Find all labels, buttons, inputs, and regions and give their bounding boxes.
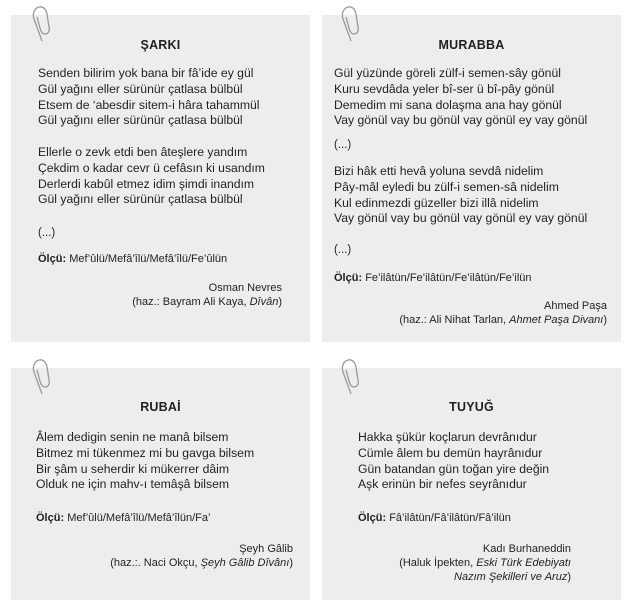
poem-title: RUBAİ xyxy=(140,400,181,414)
verse-line: Gül yüzünde göreli zülf-i semen-sây gönül xyxy=(334,66,561,80)
meter-value: Fâ’ilâtün/Fâ’ilâtün/Fâ’ilün xyxy=(389,512,511,524)
verse-line: Gül yağını eller sürünür çatlasa bülbül xyxy=(38,81,243,96)
source-citation xyxy=(132,295,282,309)
paperclip-icon xyxy=(29,358,51,396)
author-name: Ahmed Paşa xyxy=(544,300,607,312)
stanza-1 xyxy=(36,430,254,493)
source-prefix: (haz.: Bayram Ali Kaya, xyxy=(132,296,250,308)
poem-card-sarki xyxy=(11,15,310,342)
verse-line: Demedim mi sana dolaşma ana hay gönül xyxy=(334,97,562,112)
source-prefix: (haz.: Ali Nihat Tarlan, xyxy=(399,314,510,326)
source-citation xyxy=(399,556,571,570)
verse-line: Vay gönül vay bu gönül vay gönül ey vay gönül xyxy=(334,113,588,128)
meter-label: Ölçü: xyxy=(36,512,65,524)
stanza-2 xyxy=(38,145,265,208)
source-suffix: ) xyxy=(567,571,571,583)
verse-line: Bizi hâk etti hevâ yoluna sevdâ nidelim xyxy=(334,164,544,178)
author-name: Şeyh Gâlib xyxy=(239,543,293,555)
poem-title: ŞARKI xyxy=(140,38,181,52)
source-suffix: ) xyxy=(278,296,282,308)
stanza-1 xyxy=(334,66,587,129)
verse-line: Gül yağını eller sürünür çatlasa bülbül xyxy=(38,113,243,128)
meter-value: Mef’ûlü/Mefâ’îlü/Mefâ’îlü/Fe’ûlün xyxy=(69,253,228,265)
ellipsis: (...) xyxy=(334,139,352,151)
source-title-cont: Nazım Şekilleri ve Aruz xyxy=(454,571,568,583)
stanza-1 xyxy=(358,430,549,493)
source-title: Eski Türk Edebiyatı xyxy=(476,557,571,569)
attribution xyxy=(132,281,282,309)
verse-line: Senden bilirim yok bana bir fâ’ide ey gül xyxy=(38,66,254,80)
attribution xyxy=(399,542,571,584)
verse-line: Olduk ne için mahv-ı temâşâ bilsem xyxy=(36,477,230,492)
source-title: Şeyh Gâlib Dîvânı xyxy=(200,557,290,569)
ellipsis: (...) xyxy=(334,244,352,256)
source-suffix: ) xyxy=(289,557,293,569)
verse-line: Âlem dedigin senin ne manâ bilsem xyxy=(36,430,229,444)
stanza-2 xyxy=(334,164,587,227)
verse-line: Ellerle o zevk etdi ben âteşlere yandım xyxy=(38,145,248,159)
source-citation xyxy=(110,556,293,570)
verse-line: Aşk erinün bir nefes seyrânıdur xyxy=(358,477,527,492)
poem-card-tuyug xyxy=(322,368,621,600)
verse-line: Kul edinmezdi güzeller bizi illâ nidelim xyxy=(334,195,539,210)
source-prefix: (Haluk İpekten, xyxy=(399,557,477,569)
poem-card-rubai xyxy=(11,368,310,600)
meter-line xyxy=(38,253,227,265)
meter-line xyxy=(36,512,210,524)
verse-line: Çekdim o kadar cevr ü cefâsın ki usandım xyxy=(38,160,265,175)
poem-card-murabba xyxy=(322,15,621,342)
verse-line: Derlerdi kabûl etmez idim şimdi inandım xyxy=(38,176,255,191)
meter-label: Ölçü: xyxy=(334,272,363,284)
verse-line: Etsem de ‘abesdir sitem-i hâra tahammül xyxy=(38,97,260,112)
meter-value: Mef’ûlü/Mefâ’îlü/Mefâ’îlün/Fa’ xyxy=(67,512,211,524)
author-name: Kadı Burhaneddin xyxy=(482,543,571,555)
poem-title: MURABBA xyxy=(438,38,505,52)
meter-line xyxy=(358,512,511,524)
author-name: Osman Nevres xyxy=(208,282,282,294)
verse-line: Vay gönül vay bu gönül vay gönül ey vay gönül xyxy=(334,211,588,226)
stanza-1 xyxy=(38,66,260,129)
source-prefix: (haz.:. Naci Okçu, xyxy=(110,557,201,569)
source-citation xyxy=(399,313,607,327)
paperclip-icon xyxy=(338,358,360,396)
attribution xyxy=(399,299,607,327)
verse-line: Gül yağını eller sürünür çatlasa bülbül xyxy=(38,192,243,207)
meter-label: Ölçü: xyxy=(38,253,67,265)
attribution xyxy=(110,542,293,570)
verse-line: Cümle âlem bu demün hayrânıdur xyxy=(358,445,543,460)
meter-line xyxy=(334,272,532,284)
verse-line: Pây-mâl eyledi bu zülf-i semen-sâ nidelim xyxy=(334,179,559,194)
verse-line: Hakka şükür koçlarun devrânıdur xyxy=(358,430,537,444)
verse-line: Gün batandan gün toğan yire değin xyxy=(358,461,550,476)
source-citation-cont xyxy=(399,570,571,584)
meter-label: Ölçü: xyxy=(358,512,387,524)
poem-title: TUYUĞ xyxy=(449,400,494,414)
verse-line: Kuru sevdâda yeler bî-ser ü bî-pây gönül xyxy=(334,81,555,96)
verse-line: Bir şâm u seherdir ki mükerrer dâim xyxy=(36,461,230,476)
verse-line: Bitmez mi tükenmez mi bu gavga bilsem xyxy=(36,445,255,460)
source-suffix: ) xyxy=(603,314,607,326)
meter-value: Fe’ilâtün/Fe’ilâtün/Fe’ilâtün/Fe’ilün xyxy=(365,272,532,284)
ellipsis: (...) xyxy=(38,227,56,239)
source-title: Ahmet Paşa Divanı xyxy=(509,314,604,326)
source-title: Dîvân xyxy=(249,296,279,308)
